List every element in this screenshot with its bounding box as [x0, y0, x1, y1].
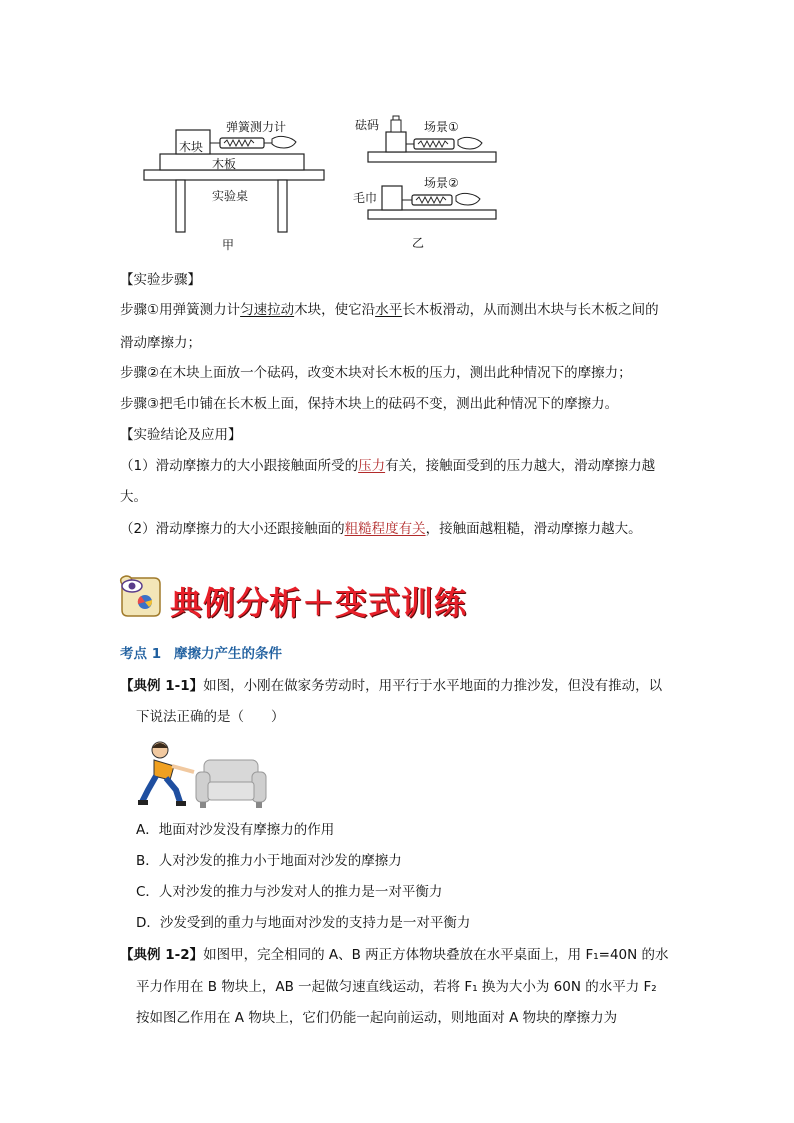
label-weight: 砝码	[355, 118, 380, 132]
underline-pressure: 压力	[358, 458, 386, 474]
scroll-eye-icon	[118, 570, 166, 620]
label-scene2: 场景②	[424, 176, 459, 190]
step3: 步骤③把毛巾铺在长木板上面，保持木块上的砝码不变，测出此种情况下的摩擦力。	[120, 396, 619, 412]
conclusion1-line2: 大。	[120, 489, 147, 505]
scene1-board	[368, 152, 496, 162]
label-scene1: 场景①	[424, 120, 459, 134]
underline-uniform-pull: 匀速拉动	[240, 302, 295, 318]
scene2-board	[368, 210, 496, 219]
example2-line1: 【典例 1-2】如图甲，完全相同的 A、B 两正方体物块叠放在水平桌面上，用 F₁=40N 的水	[120, 947, 669, 963]
example2-line3: 按如图乙作用在 A 物块上，它们仍能一起向前运动，则地面对 A 物块的摩擦力为	[136, 1010, 618, 1026]
conclusion2: （2）滑动摩擦力的大小还跟接触面的粗糙程度有关，接触面越粗糙，滑动摩擦力越大。	[120, 521, 642, 537]
example1-option-b: B．人对沙发的推力小于地面对沙发的摩擦力	[136, 853, 402, 869]
table-leg-left	[176, 180, 185, 232]
hand-icon	[272, 136, 296, 148]
step2: 步骤②在木块上面放一个砝码，改变木块对长木板的压力，测出此种情况下的摩擦力；	[120, 365, 632, 381]
banner-title: 典例分析＋变式训练	[170, 584, 468, 622]
boy-pushing-sofa-image	[138, 738, 268, 810]
label-spring-scale: 弹簧测力计	[226, 120, 287, 134]
example1-option-a: A．地面对沙发没有摩擦力的作用	[136, 822, 335, 838]
conclusion1-line1: （1）滑动摩擦力的大小跟接触面所受的压力有关，接触面受到的压力越大，滑动摩擦力越	[120, 458, 656, 474]
towel	[382, 186, 402, 210]
scene1-block	[386, 132, 406, 152]
underline-roughness: 粗糙程度有关	[344, 521, 426, 537]
step1-line1: 步骤①用弹簧测力计匀速拉动木块，使它沿水平长木板滑动，从而测出木块与长木板之间的	[120, 302, 659, 318]
example1-tag: 【典例 1-1】	[120, 678, 204, 694]
underline-horizontal: 水平	[375, 302, 403, 318]
example1-option-d: D．沙发受到的重力与地面对沙发的支持力是一对平衡力	[136, 915, 471, 931]
label-block: 木块	[179, 140, 204, 154]
example1-option-c: C．人对沙发的推力与沙发对人的推力是一对平衡力	[136, 884, 443, 900]
label-board: 木板	[212, 157, 237, 171]
steps-heading: 【实验步骤】	[120, 272, 201, 288]
step1-line2: 滑动摩擦力；	[120, 335, 201, 351]
example1-line1: 【典例 1-1】如图，小刚在做家务劳动时，用平行于水平地面的力推沙发，但没有推动，以	[120, 678, 663, 694]
example1-line2: 下说法正确的是（ ）	[136, 709, 285, 725]
table-leg-right	[278, 180, 287, 232]
label-towel: 毛巾	[353, 191, 378, 205]
example2-line2: 平力作用在 B 物块上，AB 一起做匀速直线运动，若将 F₁ 换为大小为 60N 的水平力 F₂	[136, 979, 657, 995]
caption-yi: 乙	[412, 236, 425, 250]
example2-tag: 【典例 1-2】	[120, 947, 204, 963]
kaodian-1: 考点 1 摩擦力产生的条件	[120, 646, 282, 662]
weight-icon	[391, 120, 401, 132]
label-table: 实验桌	[212, 189, 249, 203]
conclusion-heading: 【实验结论及应用】	[120, 427, 242, 443]
caption-jia: 甲	[222, 238, 235, 252]
